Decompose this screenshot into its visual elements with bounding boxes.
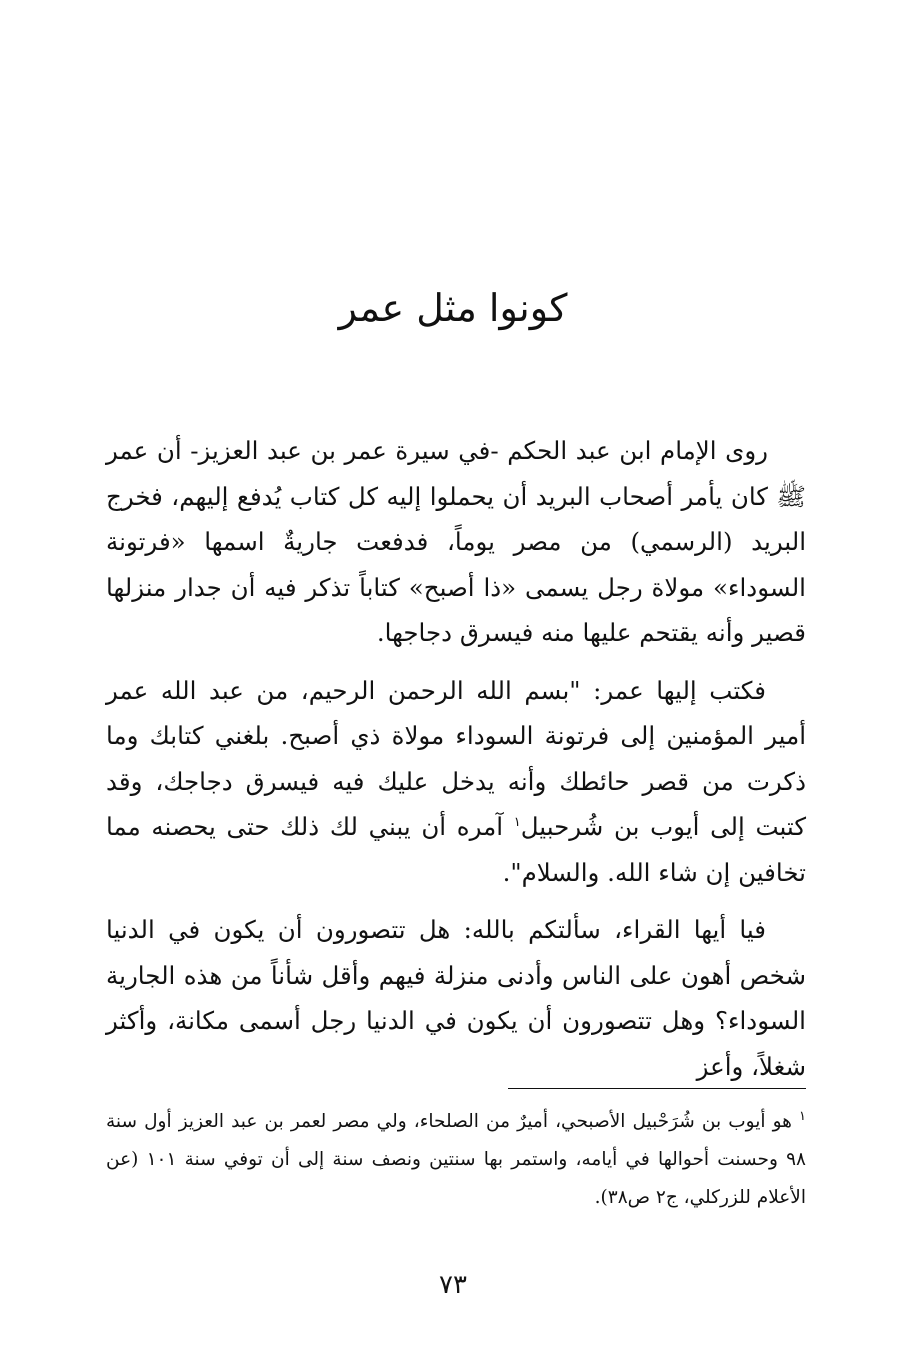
footnotes [106,1103,806,1217]
footnote-text: هو أيوب بن شُرَحْبيل الأصبحي، أميرٌ من الصلحاء، ولي مصر لعمر بن عبد العزيز أول سنة ٩٨ وحسنت أحوالها في أيامه، واستمر بها سنتين ونصف سنة إلى أن توفي سنة ١٠١ (عن الأعلام للزركلي، ج٢ ص٣٨). [106,1111,806,1208]
footnote-reference: ١ [513,814,521,830]
page-number: ٧٣ [439,1270,467,1300]
paragraph-3: فيا أيها القراء، سألتكم بالله: هل تتصورون أن يكون في الدنيا شخص أهون على الناس وأدنى منزلة فيهم وأقل شأناً من هذه الجارية السوداء؟ وهل تتصورون أن يكون في الدنيا رجل أسمى مكانة، وأكثر شغلاً، وأعز [106,915,806,1081]
body-text [106,428,806,1101]
footnote-1 [106,1103,806,1217]
footnote-marker: ١ [799,1108,806,1124]
paragraph-2-text: فكتب إليها عمر: "بسم الله الرحمن الرحيم، من عبد الله عمر أمير المؤمنين إلى فرتونة السوداء مولاة ذي أصبح. بلغني كتابك وما ذكرت من قصر حائطك وأنه يدخل عليك فيه فيسرق دجاجك، وقد كتبت إلى أيوب بن شُرحبيل [106,675,806,841]
paragraph-2 [106,668,806,896]
paragraph-2-continuation: آمره أن يبني لك ذلك حتى يحصنه مما تخافين إن شاء الله. والسلام". [106,812,806,887]
footnote-divider [508,1088,806,1089]
paragraph-1: روى الإمام ابن عبد الحكم -في سيرة عمر بن عبد العزيز- أن عمر ﷺ كان يأمر أصحاب البريد أن يحملوا إليه كل كتاب يُدفع إليهم، فخرج البريد (الرسمي) من مصر يوماً، فدفعت جاريةٌ اسمها «فرتونة السوداء» مولاة رجل يسمى «ذا أصبح» كتاباً تذكر فيه أن جدار منزلها قصير وأنه يقتحم عليها منه فيسرق دجاجها. [106,436,806,647]
chapter-title: كونوا مثل عمر [338,286,568,330]
